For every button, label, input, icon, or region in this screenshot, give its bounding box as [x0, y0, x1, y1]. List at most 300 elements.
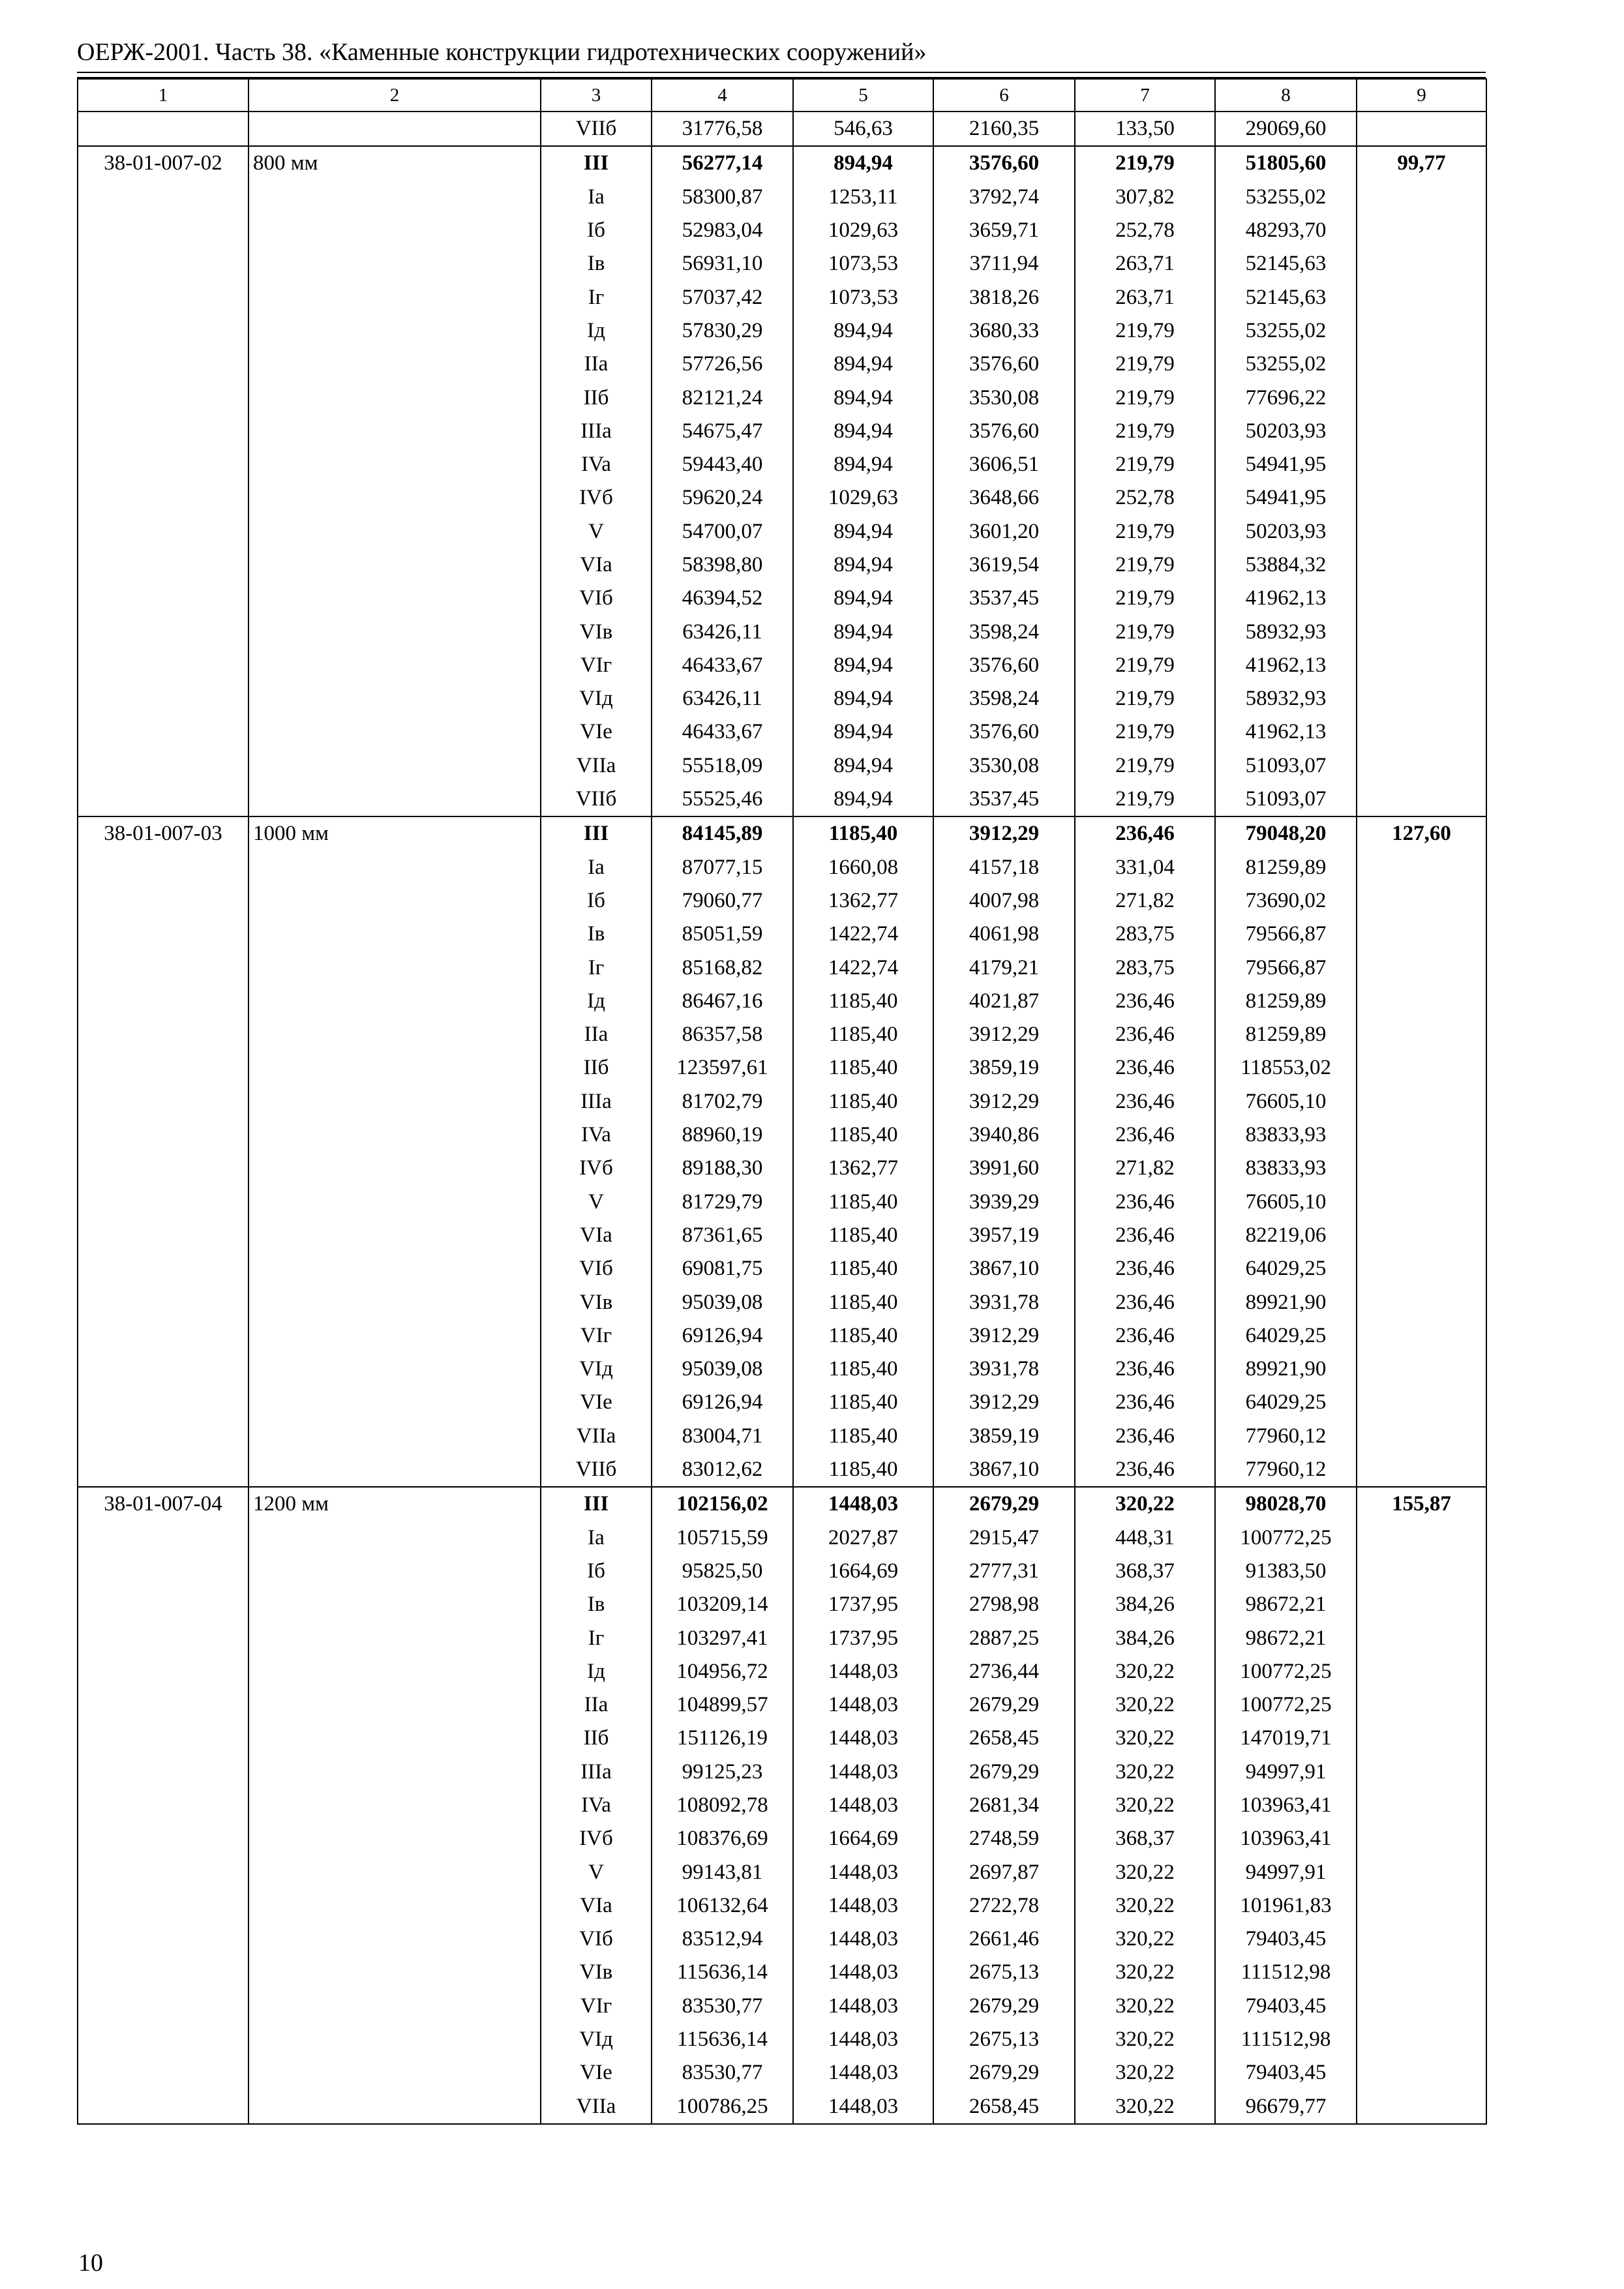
zone-cell: VIa — [541, 1889, 652, 1922]
value-cell: 320,22 — [1075, 1655, 1215, 1688]
labor-cell — [1357, 1822, 1486, 1855]
value-cell: 77960,12 — [1215, 1453, 1357, 1487]
table-row — [78, 851, 1486, 884]
zone-cell: IIa — [541, 1688, 652, 1722]
zone-cell: IIIa — [541, 415, 652, 448]
value-cell: 236,46 — [1075, 1353, 1215, 1386]
rate-code-cell — [78, 112, 248, 146]
rate-code-cell — [78, 1889, 248, 1922]
value-cell: 219,79 — [1075, 682, 1215, 715]
zone-cell: VIг — [541, 649, 652, 682]
value-cell: 1185,40 — [793, 1186, 933, 1219]
value-cell: 1185,40 — [793, 1018, 933, 1051]
zone-cell: Iв — [541, 1588, 652, 1621]
value-cell: 236,46 — [1075, 1118, 1215, 1152]
value-cell: 219,79 — [1075, 515, 1215, 548]
table-row — [78, 314, 1486, 348]
value-cell: 3537,45 — [933, 582, 1075, 615]
value-cell: 79566,87 — [1215, 951, 1357, 984]
zone-cell: IIa — [541, 1018, 652, 1051]
table-row — [78, 1822, 1486, 1855]
diameter-cell — [248, 2056, 541, 2089]
value-cell: 219,79 — [1075, 548, 1215, 582]
labor-cell — [1357, 280, 1486, 314]
value-cell: 1448,03 — [793, 1789, 933, 1822]
value-cell: 103209,14 — [652, 1588, 793, 1621]
diameter-cell — [248, 1956, 541, 1989]
diameter-cell — [248, 415, 541, 448]
value-cell: 103963,41 — [1215, 1789, 1357, 1822]
zone-cell: VIб — [541, 582, 652, 615]
diameter-cell — [248, 1420, 541, 1453]
value-cell: 63426,11 — [652, 682, 793, 715]
value-cell: 894,94 — [793, 582, 933, 615]
labor-cell — [1357, 1118, 1486, 1152]
rate-code-cell — [78, 1756, 248, 1789]
value-cell: 147019,71 — [1215, 1722, 1357, 1755]
value-cell: 1448,03 — [793, 1487, 933, 1521]
rate-code-cell — [78, 918, 248, 951]
diameter-cell — [248, 214, 541, 247]
value-cell: 83833,93 — [1215, 1152, 1357, 1185]
rates-table — [77, 78, 1487, 2125]
zone-cell: III — [541, 1487, 652, 1521]
value-cell: 54700,07 — [652, 515, 793, 548]
labor-cell — [1357, 682, 1486, 715]
labor-cell — [1357, 1922, 1486, 1956]
rate-code-cell — [78, 481, 248, 515]
rate-code-cell — [78, 1453, 248, 1487]
labor-cell — [1357, 1219, 1486, 1252]
value-cell: 1073,53 — [793, 247, 933, 280]
value-cell: 59443,40 — [652, 448, 793, 481]
zone-cell: VIв — [541, 1956, 652, 1989]
table-row — [78, 951, 1486, 984]
table-row — [78, 381, 1486, 414]
value-cell: 77696,22 — [1215, 381, 1357, 414]
value-cell: 320,22 — [1075, 1688, 1215, 1722]
table-row — [78, 749, 1486, 783]
rate-code-cell — [78, 1420, 248, 1453]
table-row — [78, 1990, 1486, 2023]
zone-cell: Iд — [541, 314, 652, 348]
zone-cell: VIe — [541, 2056, 652, 2089]
value-cell: 2736,44 — [933, 1655, 1075, 1688]
labor-cell — [1357, 1085, 1486, 1118]
value-cell: 263,71 — [1075, 280, 1215, 314]
diameter-cell — [248, 181, 541, 214]
labor-cell — [1357, 1186, 1486, 1219]
rate-code-cell — [78, 851, 248, 884]
table-row — [78, 582, 1486, 615]
labor-cell — [1357, 448, 1486, 481]
value-cell: 448,31 — [1075, 1521, 1215, 1554]
zone-cell: VIд — [541, 682, 652, 715]
value-cell: 368,37 — [1075, 1555, 1215, 1588]
value-cell: 79048,20 — [1215, 816, 1357, 850]
diameter-cell — [248, 1018, 541, 1051]
zone-cell: Ia — [541, 851, 652, 884]
table-row — [78, 1219, 1486, 1252]
value-cell: 236,46 — [1075, 1386, 1215, 1419]
rate-code-cell — [78, 247, 248, 280]
value-cell: 894,94 — [793, 314, 933, 348]
rate-code-cell: 38-01-007-04 — [78, 1487, 248, 1521]
labor-cell — [1357, 1588, 1486, 1621]
labor-cell — [1357, 783, 1486, 816]
column-number: 5 — [793, 79, 933, 112]
rate-code-cell — [78, 1722, 248, 1755]
value-cell: 219,79 — [1075, 348, 1215, 381]
zone-cell: IVб — [541, 1822, 652, 1855]
diameter-cell — [248, 682, 541, 715]
diameter-cell — [248, 481, 541, 515]
value-cell: 3912,29 — [933, 816, 1075, 850]
diameter-cell — [248, 1555, 541, 1588]
zone-cell: VIб — [541, 1922, 652, 1956]
value-cell: 108376,69 — [652, 1822, 793, 1855]
table-row — [78, 1722, 1486, 1755]
value-cell: 236,46 — [1075, 1051, 1215, 1085]
rate-code-cell — [78, 1118, 248, 1152]
zone-cell: Iб — [541, 884, 652, 918]
diameter-cell — [248, 1453, 541, 1487]
labor-cell — [1357, 582, 1486, 615]
diameter-cell — [248, 1353, 541, 1386]
value-cell: 1185,40 — [793, 1285, 933, 1319]
zone-cell: V — [541, 1855, 652, 1889]
rate-code-cell — [78, 884, 248, 918]
value-cell: 894,94 — [793, 715, 933, 749]
zone-cell: IIIa — [541, 1085, 652, 1118]
value-cell: 320,22 — [1075, 2090, 1215, 2124]
rate-code-cell — [78, 2090, 248, 2124]
table-row — [78, 1756, 1486, 1789]
value-cell: 236,46 — [1075, 1453, 1215, 1487]
value-cell: 894,94 — [793, 649, 933, 682]
rate-code-cell: 38-01-007-02 — [78, 146, 248, 180]
zone-cell: V — [541, 515, 652, 548]
value-cell: 41962,13 — [1215, 582, 1357, 615]
value-cell: 4021,87 — [933, 985, 1075, 1018]
table-row — [78, 682, 1486, 715]
value-cell: 46394,52 — [652, 582, 793, 615]
table-row — [78, 1588, 1486, 1621]
value-cell: 320,22 — [1075, 1789, 1215, 1822]
rate-code-cell — [78, 749, 248, 783]
zone-cell: VIa — [541, 1219, 652, 1252]
rate-code-cell — [78, 1285, 248, 1319]
diameter-cell — [248, 1990, 541, 2023]
diameter-cell — [248, 1789, 541, 1822]
zone-cell: Iг — [541, 1621, 652, 1654]
value-cell: 81259,89 — [1215, 851, 1357, 884]
rate-code-cell — [78, 1688, 248, 1722]
table-row — [78, 985, 1486, 1018]
table-row — [78, 1789, 1486, 1822]
zone-cell: Iг — [541, 951, 652, 984]
zone-cell: VIг — [541, 1990, 652, 2023]
value-cell: 236,46 — [1075, 1219, 1215, 1252]
value-cell: 79403,45 — [1215, 1922, 1357, 1956]
value-cell: 55525,46 — [652, 783, 793, 816]
table-row — [78, 783, 1486, 816]
value-cell: 263,71 — [1075, 247, 1215, 280]
labor-cell — [1357, 1990, 1486, 2023]
zone-cell: IVб — [541, 481, 652, 515]
labor-cell — [1357, 381, 1486, 414]
labor-cell — [1357, 1285, 1486, 1319]
zone-cell: VIв — [541, 615, 652, 648]
labor-cell — [1357, 1889, 1486, 1922]
labor-cell — [1357, 2090, 1486, 2124]
value-cell: 1185,40 — [793, 1085, 933, 1118]
value-cell: 1185,40 — [793, 1453, 933, 1487]
value-cell: 1185,40 — [793, 1319, 933, 1353]
table-row — [78, 1051, 1486, 1085]
table-row — [78, 515, 1486, 548]
diameter-cell — [248, 1152, 541, 1185]
diameter-cell — [248, 884, 541, 918]
page-title: ОЕРЖ-2001. Часть 38. «Каменные конструкции гидротехнических сооружений» — [77, 38, 927, 66]
value-cell: 2658,45 — [933, 2090, 1075, 2124]
value-cell: 2675,13 — [933, 2023, 1075, 2056]
diameter-cell — [248, 1822, 541, 1855]
value-cell: 83012,62 — [652, 1453, 793, 1487]
value-cell: 102156,02 — [652, 1487, 793, 1521]
value-cell: 1448,03 — [793, 1990, 933, 2023]
zone-cell: Ia — [541, 181, 652, 214]
labor-cell — [1357, 415, 1486, 448]
zone-cell: Iд — [541, 985, 652, 1018]
diameter-cell — [248, 715, 541, 749]
zone-cell: VIд — [541, 1353, 652, 1386]
value-cell: 384,26 — [1075, 1621, 1215, 1654]
value-cell: 219,79 — [1075, 615, 1215, 648]
labor-cell — [1357, 1722, 1486, 1755]
value-cell: 2915,47 — [933, 1521, 1075, 1554]
diameter-cell — [248, 515, 541, 548]
rate-code-cell: 38-01-007-03 — [78, 816, 248, 850]
zone-cell: IIa — [541, 348, 652, 381]
value-cell: 3939,29 — [933, 1186, 1075, 1219]
value-cell: 3859,19 — [933, 1051, 1075, 1085]
value-cell: 1185,40 — [793, 1386, 933, 1419]
zone-cell: VIг — [541, 1319, 652, 1353]
diameter-cell — [248, 1756, 541, 1789]
value-cell: 1185,40 — [793, 1353, 933, 1386]
value-cell: 236,46 — [1075, 1319, 1215, 1353]
value-cell: 91383,50 — [1215, 1555, 1357, 1588]
value-cell: 1362,77 — [793, 884, 933, 918]
value-cell: 100772,25 — [1215, 1655, 1357, 1688]
value-cell: 56277,14 — [652, 146, 793, 180]
value-cell: 3957,19 — [933, 1219, 1075, 1252]
rate-code-cell — [78, 1588, 248, 1621]
value-cell: 83833,93 — [1215, 1118, 1357, 1152]
rate-code-cell — [78, 1789, 248, 1822]
value-cell: 115636,14 — [652, 1956, 793, 1989]
table-row — [78, 181, 1486, 214]
value-cell: 1660,08 — [793, 851, 933, 884]
value-cell: 2679,29 — [933, 1990, 1075, 2023]
rate-code-cell — [78, 1219, 248, 1252]
diameter-cell — [248, 1219, 541, 1252]
value-cell: 3818,26 — [933, 280, 1075, 314]
value-cell: 1448,03 — [793, 1889, 933, 1922]
table-row — [78, 1252, 1486, 1285]
value-cell: 82219,06 — [1215, 1219, 1357, 1252]
value-cell: 151126,19 — [652, 1722, 793, 1755]
value-cell: 73690,02 — [1215, 884, 1357, 918]
diameter-cell — [248, 985, 541, 1018]
value-cell: 3576,60 — [933, 715, 1075, 749]
table-group-row — [78, 146, 1486, 180]
value-cell: 320,22 — [1075, 1756, 1215, 1789]
value-cell: 53255,02 — [1215, 181, 1357, 214]
value-cell: 81702,79 — [652, 1085, 793, 1118]
labor-cell — [1357, 1420, 1486, 1453]
diameter-cell — [248, 1285, 541, 1319]
value-cell: 51093,07 — [1215, 783, 1357, 816]
value-cell: 51805,60 — [1215, 146, 1357, 180]
rate-code-cell — [78, 348, 248, 381]
value-cell: 4157,18 — [933, 851, 1075, 884]
page-header — [77, 38, 1486, 78]
diameter-cell — [248, 1889, 541, 1922]
zone-cell: IVб — [541, 1152, 652, 1185]
value-cell: 894,94 — [793, 146, 933, 180]
value-cell: 89188,30 — [652, 1152, 793, 1185]
diameter-cell — [248, 649, 541, 682]
rate-code-cell — [78, 985, 248, 1018]
zone-cell: V — [541, 1186, 652, 1219]
value-cell: 894,94 — [793, 615, 933, 648]
value-cell: 29069,60 — [1215, 112, 1357, 146]
labor-cell — [1357, 1453, 1486, 1487]
value-cell: 236,46 — [1075, 1420, 1215, 1453]
labor-cell — [1357, 1319, 1486, 1353]
value-cell: 320,22 — [1075, 1855, 1215, 1889]
value-cell: 111512,98 — [1215, 1956, 1357, 1989]
value-cell: 2681,34 — [933, 1789, 1075, 1822]
table-row — [78, 1018, 1486, 1051]
value-cell: 95825,50 — [652, 1555, 793, 1588]
value-cell: 252,78 — [1075, 214, 1215, 247]
value-cell: 108092,78 — [652, 1789, 793, 1822]
labor-cell — [1357, 2056, 1486, 2089]
value-cell: 320,22 — [1075, 1956, 1215, 1989]
zone-cell: IIб — [541, 1722, 652, 1755]
value-cell: 53255,02 — [1215, 348, 1357, 381]
rate-code-cell — [78, 280, 248, 314]
value-cell: 219,79 — [1075, 314, 1215, 348]
labor-cell — [1357, 247, 1486, 280]
zone-cell: IVa — [541, 448, 652, 481]
value-cell: 1448,03 — [793, 1855, 933, 1889]
rate-code-cell — [78, 1152, 248, 1185]
table-row — [78, 1922, 1486, 1956]
value-cell: 3991,60 — [933, 1152, 1075, 1185]
value-cell: 2887,25 — [933, 1621, 1075, 1654]
value-cell: 1185,40 — [793, 985, 933, 1018]
value-cell: 104956,72 — [652, 1655, 793, 1688]
value-cell: 1448,03 — [793, 2090, 933, 2124]
diameter-cell — [248, 851, 541, 884]
value-cell: 99125,23 — [652, 1756, 793, 1789]
diameter-cell — [248, 1386, 541, 1419]
zone-cell: Iб — [541, 214, 652, 247]
diameter-cell — [248, 1855, 541, 1889]
rate-code-cell — [78, 314, 248, 348]
labor-cell — [1357, 1789, 1486, 1822]
value-cell: 3867,10 — [933, 1252, 1075, 1285]
value-cell: 57037,42 — [652, 280, 793, 314]
value-cell: 53255,02 — [1215, 314, 1357, 348]
labor-cell — [1357, 2023, 1486, 2056]
table-row — [78, 214, 1486, 247]
value-cell: 31776,58 — [652, 112, 793, 146]
labor-cell — [1357, 1621, 1486, 1654]
zone-cell: Ia — [541, 1521, 652, 1554]
value-cell: 3912,29 — [933, 1085, 1075, 1118]
value-cell: 52145,63 — [1215, 280, 1357, 314]
table-group-row — [78, 1487, 1486, 1521]
value-cell: 2798,98 — [933, 1588, 1075, 1621]
zone-cell: III — [541, 816, 652, 850]
value-cell: 219,79 — [1075, 415, 1215, 448]
value-cell: 98672,21 — [1215, 1621, 1357, 1654]
value-cell: 219,79 — [1075, 783, 1215, 816]
value-cell: 320,22 — [1075, 1487, 1215, 1521]
value-cell: 219,79 — [1075, 448, 1215, 481]
value-cell: 3601,20 — [933, 515, 1075, 548]
table-row — [78, 1621, 1486, 1654]
labor-cell — [1357, 615, 1486, 648]
zone-cell: VIIб — [541, 1453, 652, 1487]
value-cell: 79060,77 — [652, 884, 793, 918]
value-cell: 283,75 — [1075, 951, 1215, 984]
value-cell: 104899,57 — [652, 1688, 793, 1722]
value-cell: 1073,53 — [793, 280, 933, 314]
table-row — [78, 2056, 1486, 2089]
value-cell: 236,46 — [1075, 816, 1215, 850]
value-cell: 2748,59 — [933, 1822, 1075, 1855]
diameter-cell — [248, 749, 541, 783]
value-cell: 1448,03 — [793, 1956, 933, 1989]
rate-code-cell — [78, 515, 248, 548]
labor-cell — [1357, 715, 1486, 749]
value-cell: 2777,31 — [933, 1555, 1075, 1588]
rate-code-cell — [78, 1855, 248, 1889]
table-row — [78, 1956, 1486, 1989]
value-cell: 2675,13 — [933, 1956, 1075, 1989]
diameter-cell — [248, 1085, 541, 1118]
value-cell: 115636,14 — [652, 2023, 793, 2056]
value-cell: 105715,59 — [652, 1521, 793, 1554]
labor-cell — [1357, 918, 1486, 951]
labor-cell — [1357, 515, 1486, 548]
table-row — [78, 1353, 1486, 1386]
labor-cell — [1357, 1252, 1486, 1285]
value-cell: 58398,80 — [652, 548, 793, 582]
value-cell: 48293,70 — [1215, 214, 1357, 247]
value-cell: 3931,78 — [933, 1285, 1075, 1319]
labor-cell — [1357, 1152, 1486, 1185]
diameter-cell — [248, 783, 541, 816]
value-cell: 3912,29 — [933, 1018, 1075, 1051]
table-row — [78, 1855, 1486, 1889]
